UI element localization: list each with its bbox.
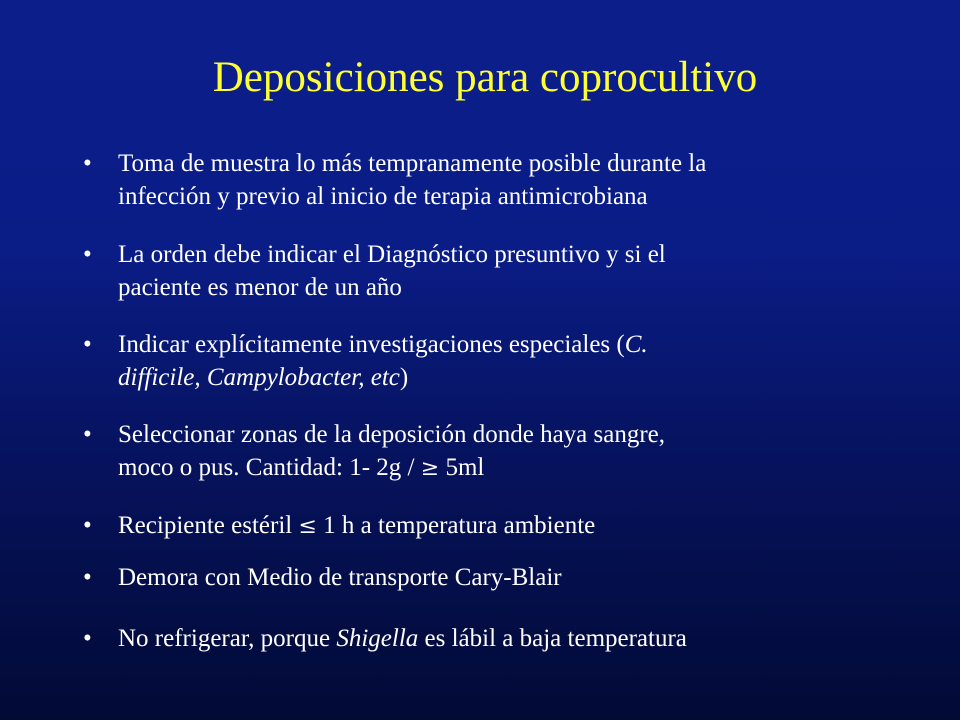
bullet-marker: •: [83, 564, 92, 591]
bullet-item: [83, 418, 883, 485]
bullet-item: [83, 147, 883, 213]
bullet-item: [83, 509, 883, 543]
bullet-item: [83, 328, 883, 394]
bullet-marker: •: [83, 331, 92, 358]
bullet-marker: •: [83, 150, 92, 177]
bullet-marker: •: [83, 241, 92, 268]
bullet-text: Demora con Medio de transporte Cary-Blair: [118, 564, 562, 591]
bullet-item: [83, 561, 883, 594]
bullet-text: Recipiente estéril ≤ 1 h a temperatura ambiente: [118, 512, 596, 539]
bullet-marker: •: [83, 421, 92, 448]
bullet-text: La orden debe indicar el Diagnóstico presuntivo y si el paciente es menor de un año: [118, 241, 666, 301]
bullet-text: Toma de muestra lo más tempranamente posible durante la infección y previo al inicio de terapia antimicrobiana: [118, 150, 707, 210]
bullet-item: [83, 238, 883, 304]
bullet-marker: •: [83, 625, 92, 652]
bullet-text: No refrigerar, porque Shigella es lábil a baja temperatura: [118, 625, 687, 652]
bullet-text: Indicar explícitamente investigaciones especiales (C. difficile, Campylobacter, etc): [118, 331, 648, 391]
bullet-text: Seleccionar zonas de la deposición donde haya sangre, moco o pus. Cantidad: 1- 2g / ≥ 5ml: [118, 421, 666, 481]
slide-title: Deposiciones para coprocultivo: [212, 54, 758, 101]
bullet-item: [83, 622, 883, 655]
bullet-marker: •: [83, 512, 92, 539]
